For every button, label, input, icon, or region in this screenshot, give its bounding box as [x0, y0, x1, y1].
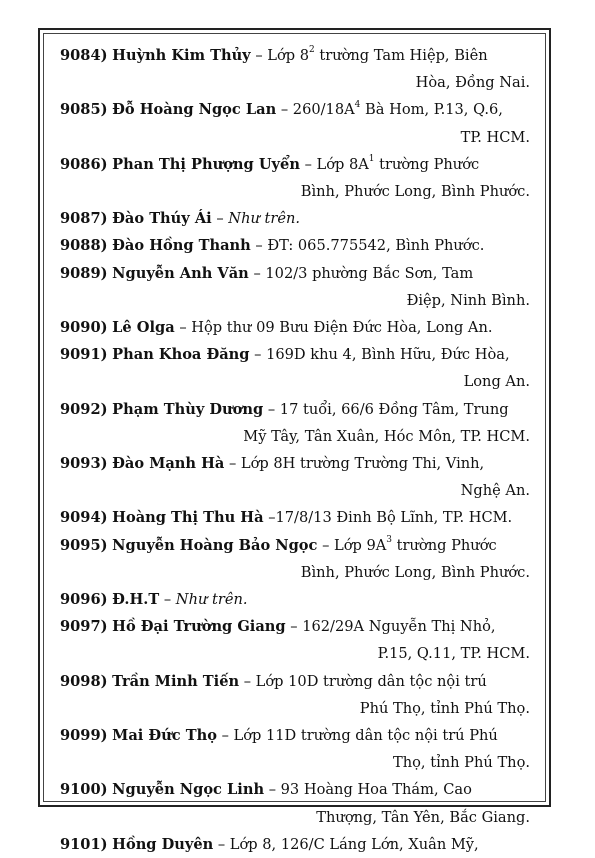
entry-line-continued [60, 178, 532, 205]
entry-name: Hoàng Thị Thu Hà [112, 509, 264, 527]
entry-line [60, 314, 532, 341]
entry-number: 9093) [60, 455, 108, 473]
address-entry [60, 532, 532, 586]
entry-text: –17/8/13 Đinh Bộ Lĩnh, TP. HCM. [268, 509, 513, 527]
entry-number: 9089) [60, 264, 108, 282]
entry-name: Đào Mạnh Hà [112, 455, 225, 473]
entry-line [60, 232, 532, 259]
entry-line [60, 450, 532, 477]
entry-line-continued [60, 368, 532, 395]
entry-number: 9101) [60, 835, 108, 853]
address-entry [60, 450, 532, 504]
entry-text: Thọ, tỉnh Phú Thọ. [393, 754, 530, 772]
entry-name: Hồ Đại Trường Giang [112, 618, 286, 636]
entry-line-continued [60, 804, 532, 831]
entry-name: Trần Minh Tiến [112, 672, 240, 690]
entry-name: Phan Khoa Đăng [112, 346, 250, 364]
address-entry [60, 232, 532, 259]
entry-name: Huỳnh Kim Thủy [112, 47, 251, 64]
entry-name: Đỗ Hoàng Ngọc Lan [112, 101, 277, 119]
entry-line [60, 586, 532, 613]
superscript: 1 [368, 153, 375, 164]
entry-name: Nguyễn Anh Văn [112, 264, 249, 282]
entry-text: trường Phước [392, 536, 497, 554]
entry-text: – 260/18A [280, 101, 355, 119]
address-entry [60, 341, 532, 395]
entry-line [60, 504, 532, 531]
entry-number: 9098) [60, 672, 108, 690]
address-entry [60, 314, 532, 341]
entry-text: Phú Thọ, tỉnh Phú Thọ. [359, 699, 530, 717]
entry-text: Mỹ Tây, Tân Xuân, Hóc Môn, TP. HCM. [243, 427, 530, 445]
entry-name: Đào Hồng Thanh [112, 237, 251, 255]
entry-text: – ĐT: 065.775542, Bình Phước. [255, 237, 485, 255]
entry-name: Phạm Thùy Dương [112, 400, 264, 418]
entry-number: 9091) [60, 346, 108, 364]
entry-line-continued [60, 69, 532, 96]
entry-name: Lê Olga [112, 319, 175, 337]
address-entry [60, 504, 532, 531]
entry-line [60, 668, 532, 695]
entry-number: 9087) [60, 210, 108, 228]
entry-number: 9092) [60, 400, 108, 418]
entry-name: Nguyễn Hoàng Bảo Ngọc [112, 536, 318, 554]
entry-line-continued [60, 124, 532, 151]
entry-text: – 17 tuổi, 66/6 Đồng Tâm, Trung [267, 400, 509, 418]
address-entry [60, 586, 532, 613]
entry-number: 9086) [60, 155, 108, 173]
address-entry [60, 151, 532, 205]
entry-number: 9095) [60, 536, 108, 554]
entry-line [60, 722, 532, 749]
address-entry [60, 260, 532, 314]
entry-line-continued [60, 559, 532, 586]
entry-number: 9097) [60, 618, 108, 636]
entry-same-as-above: Như trên. [228, 210, 301, 228]
entry-text: TP. HCM. [460, 128, 530, 146]
entry-text: – Lớp 8, 126/C Láng Lớn, Xuân Mỹ, [217, 835, 479, 853]
entry-text: – Lớp 8H trường Trường Thi, Vinh, [229, 455, 485, 473]
entry-line [60, 776, 532, 803]
entry-text: – 102/3 phường Bắc Sơn, Tam [253, 264, 474, 282]
entry-line [60, 260, 532, 287]
entry-line [60, 532, 532, 559]
entry-line [60, 205, 532, 232]
entry-name: Đ.H.T [112, 591, 160, 609]
address-entry [60, 396, 532, 450]
address-entry [60, 613, 532, 667]
entry-name: Đào Thúy Ái [112, 210, 212, 228]
entry-text: Thượng, Tân Yên, Bắc Giang. [316, 808, 530, 826]
superscript: 4 [354, 99, 361, 110]
entry-line [60, 151, 532, 178]
entry-text: – 93 Hoàng Hoa Thám, Cao [268, 781, 472, 799]
entry-name: Nguyễn Ngọc Linh [112, 781, 265, 799]
entry-text: trường Tam Hiệp, Biên [314, 47, 488, 64]
address-entry [60, 42, 532, 96]
entry-line [60, 396, 532, 423]
entry-line-continued [60, 477, 532, 504]
entry-line [60, 831, 532, 858]
address-entry [60, 831, 532, 858]
entry-name: Hồng Duyên [112, 835, 214, 853]
address-list [60, 42, 532, 858]
entry-line [60, 42, 532, 69]
entry-line-continued [60, 423, 532, 450]
entry-text: Nghệ An. [460, 482, 530, 500]
entry-number: 9088) [60, 237, 108, 255]
entry-text: – Lớp 8A [304, 155, 369, 173]
entry-text: Bình, Phước Long, Bình Phước. [300, 183, 530, 201]
entry-text: trường Phước [374, 155, 480, 173]
entry-number: 9090) [60, 319, 108, 337]
entry-text: – Lớp 8 [255, 47, 309, 64]
entry-number: 9096) [60, 591, 108, 609]
entry-text: Long An. [463, 373, 530, 391]
entry-line-continued [60, 695, 532, 722]
address-entry [60, 668, 532, 722]
address-entry [60, 96, 532, 150]
entry-text: Hòa, Đồng Nai. [415, 74, 530, 92]
address-entry [60, 205, 532, 232]
entry-same-as-above: Như trên. [175, 591, 248, 609]
entry-text: – Hộp thư 09 Bưu Điện Đức Hòa, Long An. [179, 319, 493, 337]
entry-text: – Lớp 11D trường dân tộc nội trú Phú [221, 727, 498, 745]
entry-text: Bà Hom, P.13, Q.6, [360, 101, 503, 119]
entry-line-continued [60, 287, 532, 314]
entry-number: 9084) [60, 47, 108, 64]
entry-dash: – [163, 591, 172, 609]
entry-line [60, 96, 532, 123]
address-entry [60, 722, 532, 776]
entry-text: – 169D khu 4, Bình Hữu, Đức Hòa, [254, 346, 510, 364]
superscript: 3 [386, 534, 393, 545]
entry-text: – 162/29A Nguyễn Thị Nhỏ, [290, 618, 496, 636]
entry-text: Điệp, Ninh Bình. [406, 291, 530, 309]
entry-number: 9099) [60, 727, 108, 745]
entry-name: Mai Đức Thọ [112, 727, 217, 745]
entry-line [60, 341, 532, 368]
entry-number: 9085) [60, 101, 108, 119]
entry-text: – Lớp 9A [322, 536, 387, 554]
entry-name: Phan Thị Phượng Uyển [112, 155, 300, 173]
entry-number: 9094) [60, 509, 108, 527]
entry-line-continued [60, 640, 532, 667]
entry-line-continued [60, 749, 532, 776]
entry-text: P.15, Q.11, TP. HCM. [377, 645, 530, 663]
entry-dash: – [216, 210, 224, 228]
address-entry [60, 776, 532, 830]
entry-number: 9100) [60, 781, 108, 799]
entry-text: – Lớp 10D trường dân tộc nội trú [243, 672, 487, 690]
entry-text: Bình, Phước Long, Bình Phước. [300, 563, 530, 581]
entry-line [60, 613, 532, 640]
superscript: 2 [309, 45, 315, 56]
